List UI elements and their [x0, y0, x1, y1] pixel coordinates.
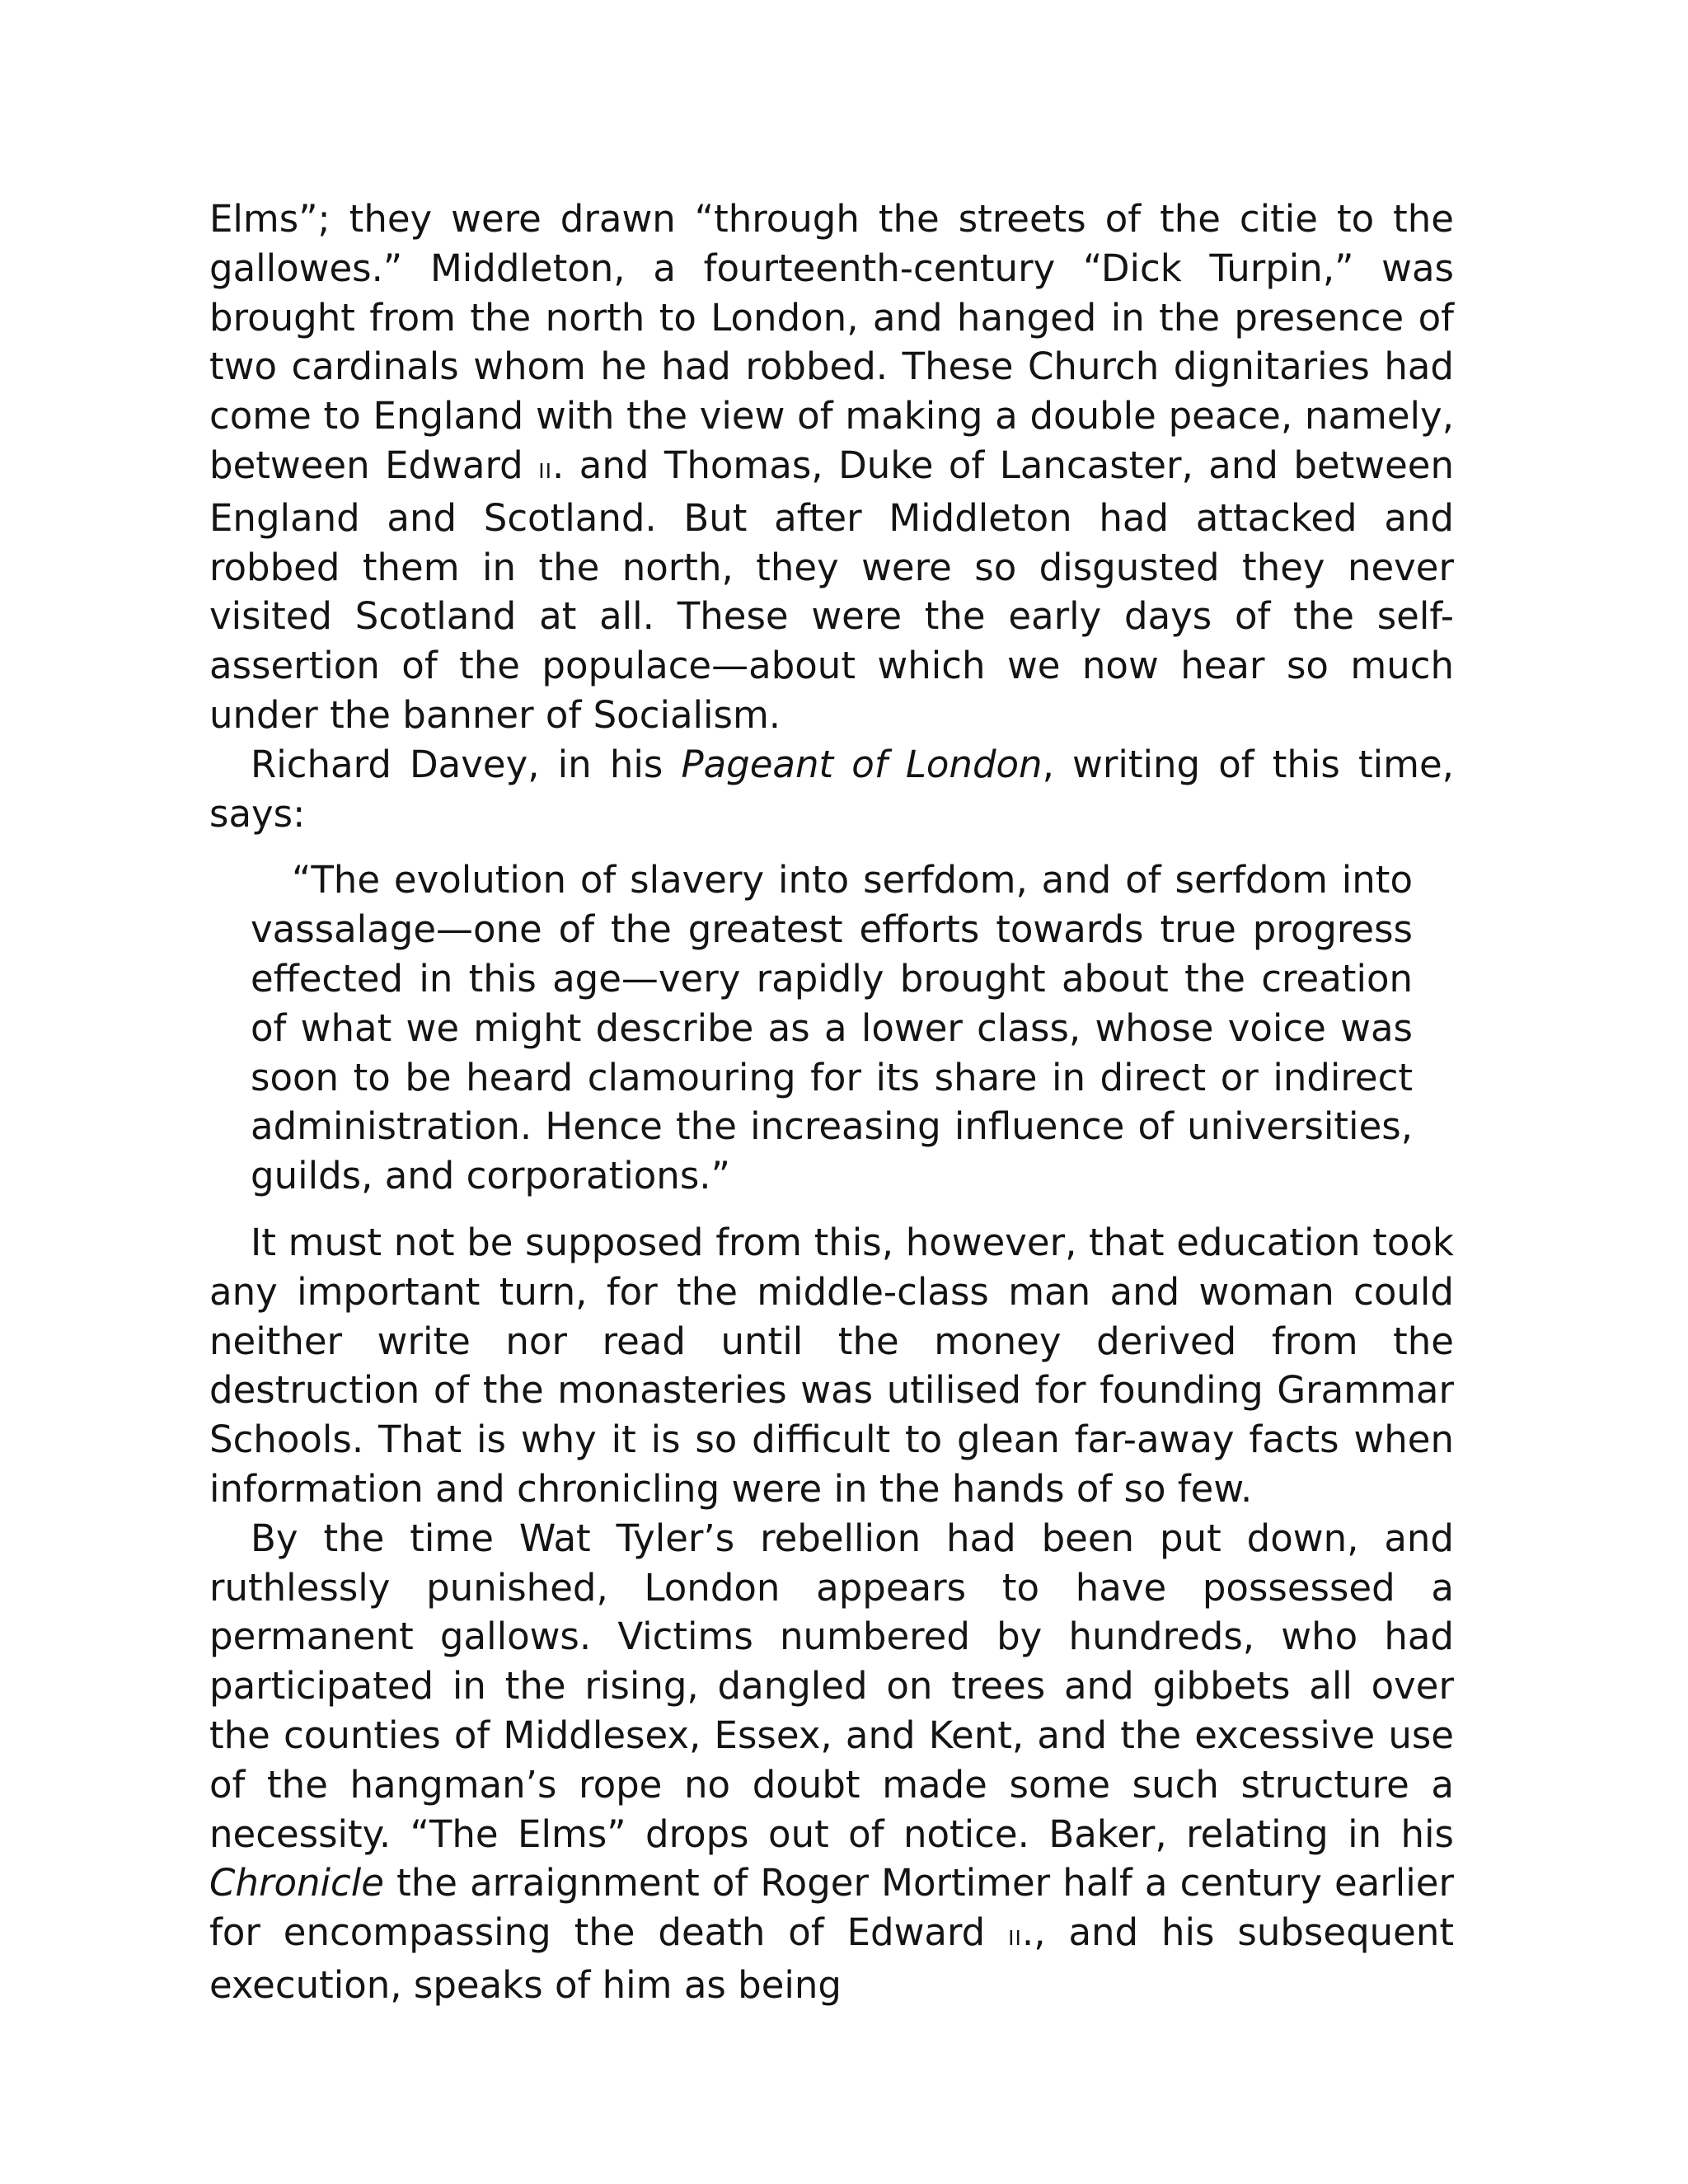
page-body: [209, 194, 1454, 2010]
paragraph-2-text-b: , writing of this time, says:: [209, 742, 1454, 836]
paragraph-1-text-a: Elms”; they were drawn “through the streets of the citie to the gallowes.” Middleton, a fourteenth-century “Dick Turpin,” was brought from the north to London, and hanged in the presence of two cardinals whom he had robbed. These Church dignitaries had come to England with the view of making a double peace, namely, between Edward: [209, 197, 1454, 487]
regnal-numeral: ii: [1008, 1919, 1022, 1953]
paragraph-4-text-a: By the time Wat Tyler’s rebellion had been put down, and ruthlessly punished, London appears to have possessed a permanent gallows. Victims numbered by hundreds, who had participated in the rising, dangled on trees and gibbets all over the counties of Middlesex, Essex, and Kent, and the excessive use of the hangman’s rope no doubt made some such structure a necessity. “The Elms” drops out of notice. Baker, relating in his: [209, 1516, 1454, 1856]
book-title-pageant-of-london: Pageant of London: [681, 742, 1043, 786]
paragraph-1-text-b: . and Thomas, Duke of Lancaster, and between England and Scotland. But after Middleton had attacked and robbed them in the north, they were so disgusted they never visited Scotland at all. These were the early days of the self-assertion of the populace—about which we now hear so much under the banner of Socialism.: [209, 443, 1455, 737]
regnal-numeral: ii: [538, 451, 552, 485]
paragraph-4: [209, 1514, 1454, 2010]
block-quote: “The evolution of slavery into serfdom, and of serfdom into vassalage—one of the greatest efforts towards true progress effected in this age—very rapidly brought about the creation of what we might describe as a lower class, whose voice was soon to be heard clamouring for its share in direct or indirect administration. Hence the increasing influence of universities, guilds, and corporations.”: [251, 858, 1413, 1198]
paragraph-4-text-c: ., and his subsequent execution, speaks of him as being: [209, 1910, 1454, 2007]
paragraph-2-text-a: Richard Davey, in his: [251, 742, 682, 786]
paragraph-3: It must not be supposed from this, however, that education took any important turn, for the middle-class man and woman could neither write nor read until the money derived from the destruction of the monasteries was utilised for founding Grammar Schools. That is why it is so difficult to glean far-away facts when information and chronicling were in the hands of so few.: [209, 1220, 1454, 1511]
paragraph-4-text-b: the arraignment of Roger Mortimer half a century earlier for encompassing the death of Edward: [209, 1861, 1454, 1955]
paragraph-1: [209, 194, 1454, 740]
book-title-chronicle: Chronicle: [209, 1861, 384, 1905]
paragraph-2: [209, 740, 1454, 839]
